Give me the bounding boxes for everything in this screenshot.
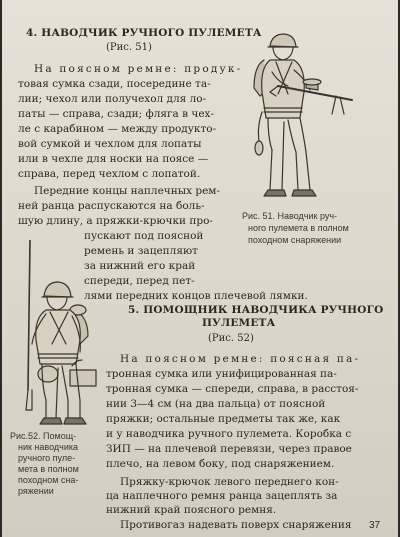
figure-51-caption: ного пулемета в полном bbox=[248, 223, 349, 233]
figure-reference-52: (Рис. 52) bbox=[208, 333, 254, 344]
text-line: и у наводчика ручного пулемета. Коробка с bbox=[106, 428, 352, 440]
text-line: плечо, на левом боку, под снаряжением. bbox=[106, 458, 335, 470]
text-line: лями передних концов плечевой лямки. bbox=[84, 290, 308, 302]
text-line: ца наплечного ремня ранца зацеплять за bbox=[106, 490, 338, 502]
text-line: На поясном ремне: поясная па- bbox=[120, 353, 361, 365]
text-line: Передние концы наплечных рем- bbox=[34, 185, 220, 197]
text-line: ле с карабином — между продукто- bbox=[18, 123, 217, 135]
figure-51-gunner-illustration bbox=[232, 30, 360, 202]
figure-52-caption: ник наводчика bbox=[18, 442, 79, 452]
text-line: паты — справа, сзади; фляга в чех- bbox=[18, 108, 214, 120]
text-line: за нижний его край bbox=[84, 260, 196, 272]
figure-52-caption: ручного пуле- bbox=[18, 453, 76, 463]
figure-52-caption: ряжении bbox=[18, 486, 54, 496]
figure-52-caption: мета в полном bbox=[18, 464, 79, 474]
figure-51-caption: Рис. 51. Наводчик руч- bbox=[242, 211, 338, 221]
page-number: 37 bbox=[369, 520, 381, 531]
text-line: вой сумкой и чехлом для лопаты bbox=[18, 138, 202, 150]
text-line: спереди, перед пет- bbox=[84, 275, 195, 287]
book-page bbox=[2, 0, 398, 537]
text-line: нижний край поясного ремня. bbox=[106, 504, 277, 516]
text-line: пряжки; остальные предметы так же, как bbox=[106, 413, 341, 425]
figure-51-caption: походном снаряжении bbox=[248, 235, 342, 245]
text-line: тронная сумка или унифицированная па- bbox=[106, 368, 337, 380]
text-line: Пряжку-крючок левого переднего кон- bbox=[120, 476, 339, 488]
text-line: пускают под поясной bbox=[84, 230, 204, 242]
text-line: ремень и зацепляют bbox=[84, 245, 198, 257]
text-line: ЗИП — на плечевой перевязи, через правое bbox=[106, 443, 352, 455]
figure-reference-51: (Рис. 51) bbox=[106, 42, 152, 53]
text-line: справа, перед чехлом с лопатой. bbox=[18, 168, 201, 180]
text-line: Противогаз надевать поверх снаряжения bbox=[120, 519, 352, 531]
text-line bbox=[106, 522, 122, 523]
figure-52-caption: Рис.52. Помощ- bbox=[10, 431, 77, 441]
text-line: ней ранца распускаются на боль- bbox=[18, 200, 205, 212]
section-title-assistant-line1: 5. ПОМОЩНИК НАВОДЧИКА РУЧНОГО bbox=[128, 304, 384, 316]
text-line: лии; чехол или получехол для ло- bbox=[18, 93, 207, 105]
text-line: или в чехле для носки на поясе — bbox=[18, 153, 209, 165]
section-title-gunner: 4. НАВОДЧИК РУЧНОГО ПУЛЕМЕТА bbox=[26, 27, 262, 39]
text-line: нии 3—4 см (на два пальца) от поясной bbox=[106, 398, 326, 410]
section-title-assistant-line2: ПУЛЕМЕТА bbox=[202, 317, 276, 329]
figure-52-caption: походном сна- bbox=[18, 475, 79, 485]
text-line: шую длину, а пряжки-крючки про- bbox=[18, 215, 213, 227]
figure-52-assistant-illustration bbox=[16, 240, 108, 428]
text-line: тронная сумка — спереди, справа, в расстоя- bbox=[106, 383, 359, 395]
text-line: товая сумка сзади, посередине та- bbox=[18, 78, 211, 90]
text-line: На поясном ремне: продук- bbox=[34, 63, 243, 75]
